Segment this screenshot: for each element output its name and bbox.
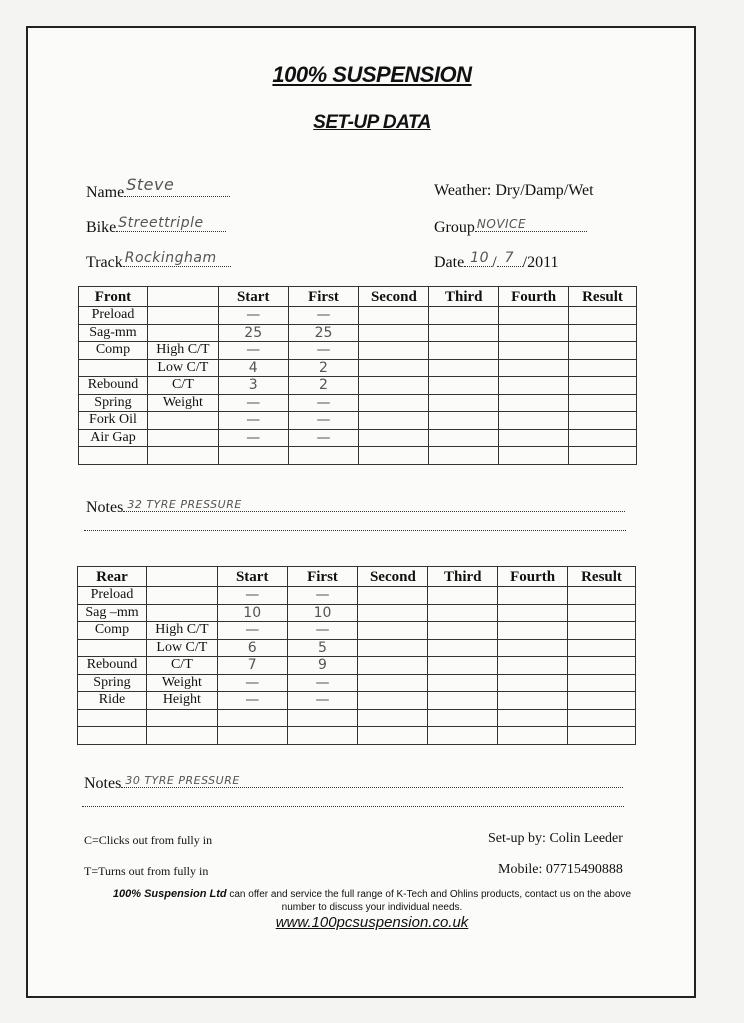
table-row (79, 359, 637, 377)
value-cell (568, 604, 636, 622)
value-cell (358, 587, 428, 605)
value-cell (569, 342, 637, 360)
front-header-cell: Third (429, 287, 499, 307)
value-cell: — (218, 429, 288, 447)
row-label: Air Gap (79, 429, 148, 447)
row-label (78, 639, 147, 657)
row-sublabel (147, 324, 218, 342)
table-row (78, 727, 636, 745)
rear-notes-value: 30 TYRE PRESSURE (125, 774, 240, 787)
row-sublabel: High C/T (147, 342, 218, 360)
value-cell (568, 639, 636, 657)
front-header-cell: Second (359, 287, 429, 307)
row-sublabel (147, 429, 218, 447)
value-cell (429, 447, 499, 465)
value-cell: — (288, 394, 359, 412)
value-cell (287, 709, 358, 727)
rear-setup-table (77, 566, 636, 745)
rear-header-cell: Third (428, 567, 498, 587)
table-row (79, 394, 637, 412)
value-cell: — (218, 342, 288, 360)
row-label: Rebound (78, 657, 147, 675)
rear-header-cell: Start (217, 567, 287, 587)
front-table-body (79, 287, 637, 465)
value-cell (359, 307, 429, 325)
table-row (78, 657, 636, 675)
value-cell (428, 674, 498, 692)
value-cell (359, 429, 429, 447)
value-cell: — (217, 587, 287, 605)
row-sublabel: Low C/T (146, 639, 217, 657)
rear-notes-line (82, 806, 624, 807)
value-cell: 10 (217, 604, 287, 622)
value-cell: — (217, 674, 287, 692)
rear-header-cell: Result (568, 567, 636, 587)
row-sublabel: Height (146, 692, 217, 710)
value-cell (429, 429, 499, 447)
value-cell (429, 307, 499, 325)
value-cell (568, 709, 636, 727)
row-sublabel: C/T (146, 657, 217, 675)
front-header-cell: First (288, 287, 359, 307)
value-cell: 4 (218, 359, 288, 377)
row-sublabel: High C/T (146, 622, 217, 640)
value-cell: 2 (288, 359, 359, 377)
value-cell (569, 324, 637, 342)
table-row (79, 377, 637, 395)
value-cell (569, 307, 637, 325)
value-cell (499, 324, 569, 342)
value-cell: — (287, 692, 358, 710)
value-cell (288, 447, 359, 465)
value-cell (218, 447, 288, 465)
value-cell: — (288, 342, 359, 360)
value-cell (358, 674, 428, 692)
value-cell (498, 587, 568, 605)
value-cell: — (217, 622, 287, 640)
row-sublabel: Weight (147, 394, 218, 412)
table-row (78, 674, 636, 692)
value-cell (358, 692, 428, 710)
value-cell (429, 412, 499, 430)
value-cell (429, 377, 499, 395)
page-title: 100% SUSPENSION (272, 62, 472, 87)
value-cell (358, 604, 428, 622)
footer-text: 100% Suspension Ltd can offer and service the full range of K-Tech and Ohlins products, contact us on the above number to discuss your individual needs. (112, 888, 632, 913)
row-sublabel: C/T (147, 377, 218, 395)
value-cell: 5 (287, 639, 358, 657)
value-cell: 6 (217, 639, 287, 657)
table-row (78, 622, 636, 640)
value-cell (429, 359, 499, 377)
row-label: Spring (78, 674, 147, 692)
row-sublabel (146, 727, 217, 745)
value-cell: 25 (288, 324, 359, 342)
value-cell: — (288, 429, 359, 447)
value-cell (568, 657, 636, 675)
value-cell (428, 587, 498, 605)
row-sublabel (147, 307, 218, 325)
value-cell (428, 709, 498, 727)
value-cell: — (288, 412, 359, 430)
date-field: Date 10 / 7 /2011 (434, 250, 559, 271)
date-year: /2011 (522, 254, 559, 271)
track-field: Track Rockingham (86, 252, 231, 272)
row-label: Comp (79, 342, 148, 360)
row-label: Preload (79, 307, 148, 325)
value-cell (429, 324, 499, 342)
track-value: Rockingham (124, 250, 217, 266)
row-label: Rebound (79, 377, 148, 395)
table-row (79, 412, 637, 430)
table-row (78, 692, 636, 710)
value-cell (568, 674, 636, 692)
front-setup-table (78, 286, 637, 465)
name-value: Steve (126, 175, 175, 194)
table-row (79, 324, 637, 342)
value-cell (498, 709, 568, 727)
value-cell (499, 377, 569, 395)
value-cell (499, 307, 569, 325)
value-cell (429, 394, 499, 412)
front-header-cell: Front (79, 287, 148, 307)
value-cell (358, 709, 428, 727)
row-label: Fork Oil (79, 412, 148, 430)
front-header-cell: Start (218, 287, 288, 307)
front-header-row (79, 287, 637, 307)
value-cell (428, 692, 498, 710)
value-cell (429, 342, 499, 360)
date-day: 10 (470, 250, 490, 266)
value-cell (569, 429, 637, 447)
row-label (79, 359, 148, 377)
row-label: Sag-mm (79, 324, 148, 342)
value-cell: — (287, 587, 358, 605)
value-cell (568, 587, 636, 605)
rear-table-body (78, 567, 636, 745)
value-cell: 3 (218, 377, 288, 395)
value-cell: — (218, 394, 288, 412)
value-cell (359, 377, 429, 395)
group-value: NOVICE (476, 217, 527, 231)
rear-header-cell: Rear (78, 567, 147, 587)
row-sublabel: Low C/T (147, 359, 218, 377)
value-cell: — (218, 307, 288, 325)
value-cell (498, 657, 568, 675)
value-cell (569, 412, 637, 430)
value-cell: 9 (287, 657, 358, 675)
value-cell (359, 412, 429, 430)
row-label: Sag –mm (78, 604, 147, 622)
value-cell (498, 622, 568, 640)
value-cell: 7 (217, 657, 287, 675)
value-cell (498, 639, 568, 657)
value-cell (287, 727, 358, 745)
value-cell: — (218, 412, 288, 430)
value-cell: — (288, 307, 359, 325)
table-row (79, 429, 637, 447)
value-cell: 2 (288, 377, 359, 395)
table-row (78, 604, 636, 622)
group-field: Group NOVICE (434, 217, 587, 237)
rear-header-cell: Second (358, 567, 428, 587)
value-cell (569, 377, 637, 395)
website-link[interactable]: www.100pcsuspension.co.uk (275, 914, 469, 931)
date-month: 7 (504, 250, 515, 266)
front-header-cell: Result (569, 287, 637, 307)
row-sublabel (146, 709, 217, 727)
value-cell (428, 639, 498, 657)
value-cell (359, 324, 429, 342)
row-sublabel (146, 604, 217, 622)
value-cell (359, 394, 429, 412)
value-cell (217, 709, 287, 727)
value-cell: 25 (218, 324, 288, 342)
setup-by: Set-up by: Colin Leeder (488, 831, 623, 846)
front-header-cell (147, 287, 218, 307)
row-sublabel (146, 587, 217, 605)
value-cell (499, 429, 569, 447)
value-cell: — (217, 692, 287, 710)
rear-notes: Notes 30 TYRE PRESSURE (84, 773, 623, 793)
value-cell: — (287, 674, 358, 692)
value-cell (498, 692, 568, 710)
value-cell (359, 447, 429, 465)
value-cell (569, 447, 637, 465)
value-cell (428, 622, 498, 640)
table-row (78, 709, 636, 727)
value-cell (569, 359, 637, 377)
value-cell (568, 622, 636, 640)
front-notes-value: 32 TYRE PRESSURE (127, 498, 242, 511)
row-sublabel: Weight (146, 674, 217, 692)
value-cell (499, 447, 569, 465)
rear-header-cell: Fourth (498, 567, 568, 587)
value-cell (499, 342, 569, 360)
row-label: Ride (78, 692, 147, 710)
bike-value: Streettriple (118, 215, 204, 231)
table-row (79, 342, 637, 360)
table-row (78, 639, 636, 657)
value-cell: 10 (287, 604, 358, 622)
row-label (78, 727, 147, 745)
value-cell (498, 727, 568, 745)
rear-header-cell: First (287, 567, 358, 587)
name-field: Name Steve (86, 182, 230, 202)
table-row (78, 587, 636, 605)
value-cell (358, 727, 428, 745)
value-cell (358, 639, 428, 657)
row-label (78, 709, 147, 727)
front-notes-line (84, 530, 626, 531)
footer-brand: 100% Suspension Ltd (112, 888, 227, 900)
value-cell: — (287, 622, 358, 640)
value-cell (428, 657, 498, 675)
value-cell (428, 727, 498, 745)
front-notes: Notes 32 TYRE PRESSURE (86, 497, 625, 517)
row-label: Preload (78, 587, 147, 605)
value-cell (499, 359, 569, 377)
rear-header-cell (146, 567, 217, 587)
clicks-legend: C=Clicks out from fully in (84, 833, 213, 847)
value-cell (359, 342, 429, 360)
row-label (79, 447, 148, 465)
front-header-cell: Fourth (499, 287, 569, 307)
row-sublabel (147, 447, 218, 465)
value-cell (569, 394, 637, 412)
value-cell (428, 604, 498, 622)
value-cell (568, 727, 636, 745)
value-cell (359, 359, 429, 377)
mobile-number: Mobile: 07715490888 (498, 862, 623, 877)
value-cell (498, 674, 568, 692)
table-row (79, 307, 637, 325)
page-subtitle: SET-UP DATA (313, 112, 431, 133)
row-sublabel (147, 412, 218, 430)
bike-field: Bike Streettriple (86, 217, 226, 237)
row-label: Spring (79, 394, 148, 412)
value-cell (217, 727, 287, 745)
value-cell (499, 394, 569, 412)
value-cell (358, 622, 428, 640)
turns-legend: T=Turns out from fully in (84, 864, 209, 878)
row-label: Comp (78, 622, 147, 640)
weather-field: Weather: Dry/Damp/Wet (434, 182, 594, 199)
value-cell (499, 412, 569, 430)
value-cell (358, 657, 428, 675)
value-cell (568, 692, 636, 710)
table-row (79, 447, 637, 465)
value-cell (498, 604, 568, 622)
rear-header-row (78, 567, 636, 587)
